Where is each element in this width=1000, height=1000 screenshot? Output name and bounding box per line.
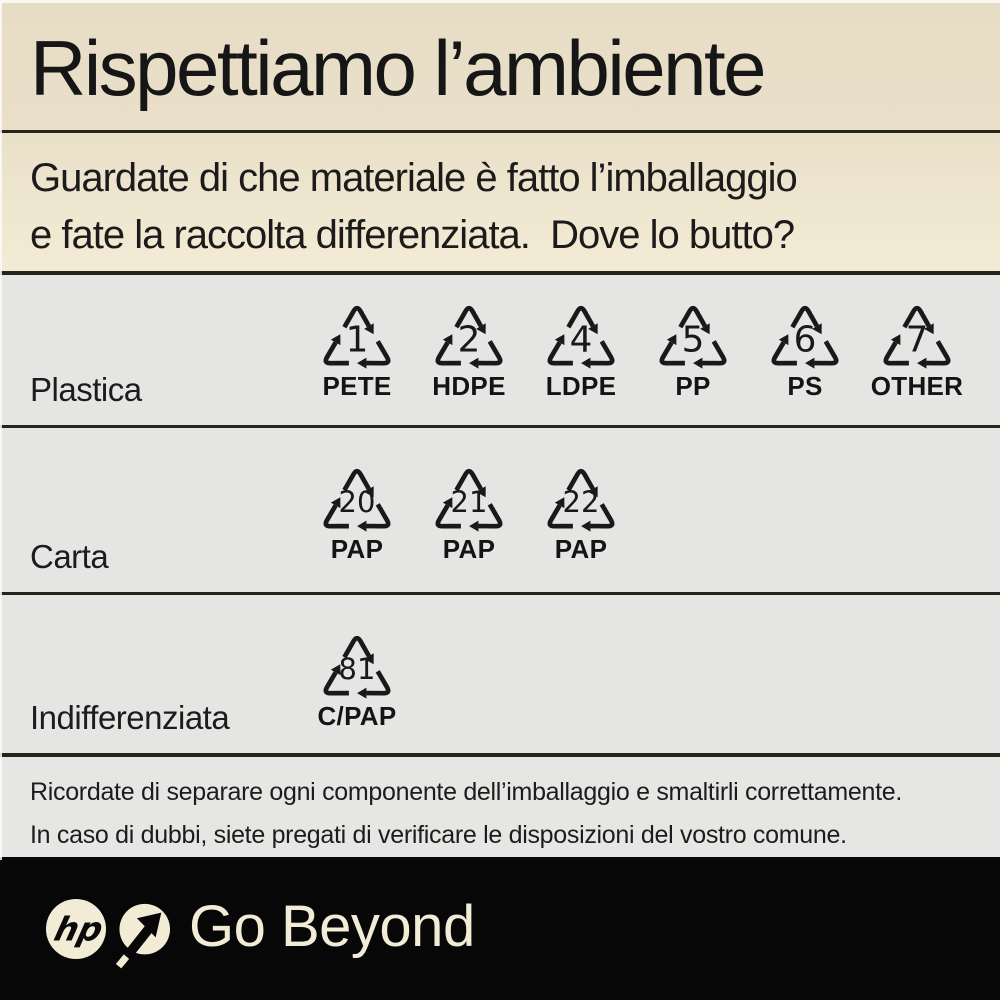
- recycling-symbol: [749, 295, 861, 402]
- row-label: Indifferenziata: [30, 699, 230, 736]
- material-code-label: OTHER: [870, 371, 964, 401]
- recycling-symbol: [525, 295, 637, 402]
- recycling-triangle-icon: [874, 295, 960, 370]
- material-code-label: PS: [787, 371, 823, 401]
- recycling-symbol: [301, 625, 413, 732]
- recycling-triangle-icon: [426, 295, 512, 370]
- symbol-number: 6: [793, 319, 817, 361]
- recycling-symbol: [301, 295, 413, 402]
- subtitle-line-1: Guardate di che materiale è fatto l’imballaggio: [30, 156, 797, 200]
- hp-brand-text: hp: [50, 909, 107, 949]
- recycling-symbol: [413, 295, 525, 402]
- material-code-label: PP: [675, 371, 711, 401]
- table-row: [0, 595, 1000, 757]
- material-code-label: PAP: [330, 534, 384, 564]
- recycling-triangle-icon: [538, 295, 624, 370]
- material-code-label: C/PAP: [317, 701, 397, 731]
- subtitle-line-2: e fate la raccolta differenziata. Dove lo butto?: [30, 213, 795, 257]
- row-label: Plastica: [30, 371, 142, 408]
- footer: [0, 857, 1000, 1000]
- symbol-number: 21: [450, 485, 488, 520]
- recycling-triangle-icon: [314, 458, 400, 533]
- recycling-table: [0, 275, 1000, 757]
- symbol-number: 1: [345, 319, 369, 361]
- recycling-triangle-icon: [538, 458, 624, 533]
- symbols-row: [301, 458, 637, 565]
- recycling-symbol: [413, 458, 525, 565]
- symbol-number: 2: [457, 319, 481, 361]
- symbols-row: [301, 625, 413, 732]
- hp-logo-icon: [45, 898, 107, 960]
- table-row: [0, 428, 1000, 595]
- subtitle-band: [0, 133, 1000, 275]
- row-label: Carta: [30, 538, 109, 575]
- go-beyond-arrow-icon: [115, 903, 171, 971]
- note-band: [0, 757, 1000, 857]
- symbol-number: 81: [338, 652, 376, 687]
- material-code-label: PAP: [554, 534, 608, 564]
- material-code-label: PETE: [322, 371, 392, 401]
- material-code-label: HDPE: [432, 371, 506, 401]
- title-band: [0, 0, 1000, 133]
- symbol-number: 20: [338, 485, 376, 520]
- recycling-symbol: [637, 295, 749, 402]
- recycling-triangle-icon: [426, 458, 512, 533]
- symbols-row: [301, 295, 973, 402]
- symbol-number: 4: [569, 319, 593, 361]
- page-title: Rispettiamo l’ambiente: [30, 24, 765, 112]
- note-line-2: In caso di dubbi, siete pregati di verificare le disposizioni del vostro comune.: [30, 821, 847, 849]
- symbol-number: 7: [905, 319, 929, 361]
- recycling-symbol: [525, 458, 637, 565]
- material-code-label: PAP: [442, 534, 496, 564]
- table-row: [0, 275, 1000, 428]
- symbol-number: 22: [562, 485, 600, 520]
- recycling-triangle-icon: [762, 295, 848, 370]
- material-code-label: LDPE: [545, 371, 617, 401]
- recycling-symbol: [301, 458, 413, 565]
- recycling-triangle-icon: [314, 625, 400, 700]
- tagline-text: Go Beyond: [189, 894, 475, 959]
- recycling-triangle-icon: [650, 295, 736, 370]
- note-line-1: Ricordate di separare ogni componente dell’imballaggio e smaltirli correttamente.: [30, 778, 902, 806]
- recycling-symbol: [861, 295, 973, 402]
- symbol-number: 5: [681, 319, 705, 361]
- recycling-triangle-icon: [314, 295, 400, 370]
